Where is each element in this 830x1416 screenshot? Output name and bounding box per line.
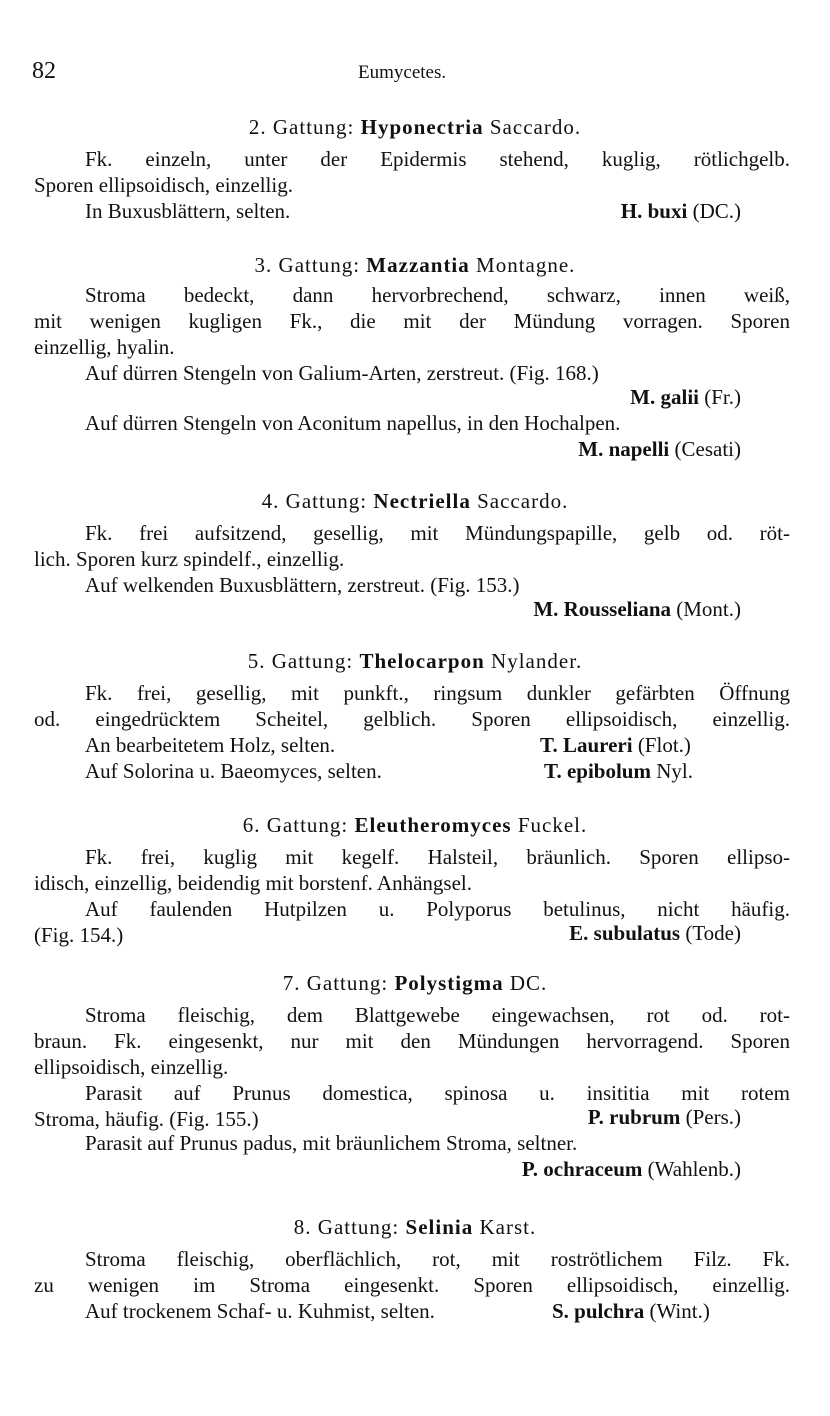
- habitat-text: Auf dürren Stengeln von Aconitum napellus, in den Hochalpen.: [85, 411, 621, 435]
- genus-heading: 7. Gattung: Polystigma DC.: [282, 971, 548, 995]
- habitat-text: Auf faulenden Hutpilzen u. Polyporus betulinus, nicht häufig.: [85, 897, 790, 921]
- genus-description: zu wenigen im Stroma eingesenkt. Sporen ellipsoidisch, einzellig.: [34, 1273, 790, 1297]
- genus-description: od. eingedrücktem Scheitel, gelblich. Sporen ellipsoidisch, einzellig.: [34, 707, 790, 731]
- genus-description: Sporen ellipsoidisch, einzellig.: [34, 173, 293, 197]
- habitat-text: Stroma, häufig. (Fig. 155.): [34, 1107, 259, 1131]
- species-name: E. subulatus (Tode): [569, 921, 741, 945]
- genus-heading: 3. Gattung: Mazzantia Montagne.: [254, 253, 576, 277]
- page-number: 82: [32, 58, 56, 84]
- genus-description: ellipsoidisch, einzellig.: [34, 1055, 229, 1079]
- genus-description: braun. Fk. eingesenkt, nur mit den Mündungen hervorragend. Sporen: [34, 1029, 790, 1053]
- genus-description: Fk. frei aufsitzend, gesellig, mit Mündungspapille, gelb od. röt-: [85, 521, 790, 545]
- habitat-text: (Fig. 154.): [34, 923, 124, 947]
- genus-description: idisch, einzellig, beidendig mit borstenf. Anhängsel.: [34, 871, 472, 895]
- habitat-text: Parasit auf Prunus padus, mit bräunlichem Stroma, seltner.: [85, 1131, 578, 1155]
- genus-description: Fk. frei, gesellig, mit punkft., ringsum dunkler gefärbten Öffnung: [85, 681, 790, 705]
- species-name: S. pulchra (Wint.): [552, 1299, 710, 1323]
- species-name: M. galii (Fr.): [630, 385, 741, 409]
- genus-description: Fk. frei, kuglig mit kegelf. Halsteil, bräunlich. Sporen ellipso-: [85, 845, 790, 869]
- genus-heading: 4. Gattung: Nectriella Saccardo.: [261, 489, 569, 513]
- habitat-text: Auf dürren Stengeln von Galium-Arten, zerstreut. (Fig. 168.): [85, 361, 599, 385]
- habitat-text: Auf welkenden Buxusblättern, zerstreut. (Fig. 153.): [85, 573, 520, 597]
- genus-description: Fk. einzeln, unter der Epidermis stehend, kuglig, rötlichgelb.: [85, 147, 790, 171]
- species-name: M. Rousseliana (Mont.): [533, 597, 741, 621]
- habitat-text: Auf Solorina u. Baeomyces, selten.: [85, 759, 382, 783]
- genus-heading: 6. Gattung: Eleutheromyces Fuckel.: [242, 813, 588, 837]
- species-name: T. Laureri (Flot.): [540, 733, 691, 757]
- genus-description: lich. Sporen kurz spindelf., einzellig.: [34, 547, 345, 571]
- species-name: T. epibolum Nyl.: [544, 759, 693, 783]
- species-name: P. rubrum (Pers.): [587, 1105, 741, 1129]
- genus-description: einzellig, hyalin.: [34, 335, 175, 359]
- running-title: Eumycetes.: [358, 62, 447, 83]
- genus-description: Stroma fleischig, oberflächlich, rot, mit roströtlichem Filz. Fk.: [85, 1247, 790, 1271]
- species-name: M. napelli (Cesati): [578, 437, 741, 461]
- genus-description: mit wenigen kugligen Fk., die mit der Mündung vorragen. Sporen: [34, 309, 790, 333]
- genus-heading: 2. Gattung: Hyponectria Saccardo.: [248, 115, 582, 139]
- habitat-text: Parasit auf Prunus domestica, spinosa u. insititia mit rotem: [85, 1081, 790, 1105]
- species-name: H. buxi (DC.): [620, 199, 741, 223]
- habitat-text: Auf trockenem Schaf- u. Kuhmist, selten.: [85, 1299, 435, 1323]
- habitat-text: An bearbeitetem Holz, selten.: [85, 733, 336, 757]
- genus-description: Stroma fleischig, dem Blattgewebe eingewachsen, rot od. rot-: [85, 1003, 790, 1027]
- habitat-text: In Buxusblättern, selten.: [85, 199, 291, 223]
- genus-description: Stroma bedeckt, dann hervorbrechend, schwarz, innen weiß,: [85, 283, 790, 307]
- species-name: P. ochraceum (Wahlenb.): [521, 1157, 741, 1181]
- genus-heading: 8. Gattung: Selinia Karst.: [293, 1215, 537, 1239]
- genus-heading: 5. Gattung: Thelocarpon Nylander.: [247, 649, 583, 673]
